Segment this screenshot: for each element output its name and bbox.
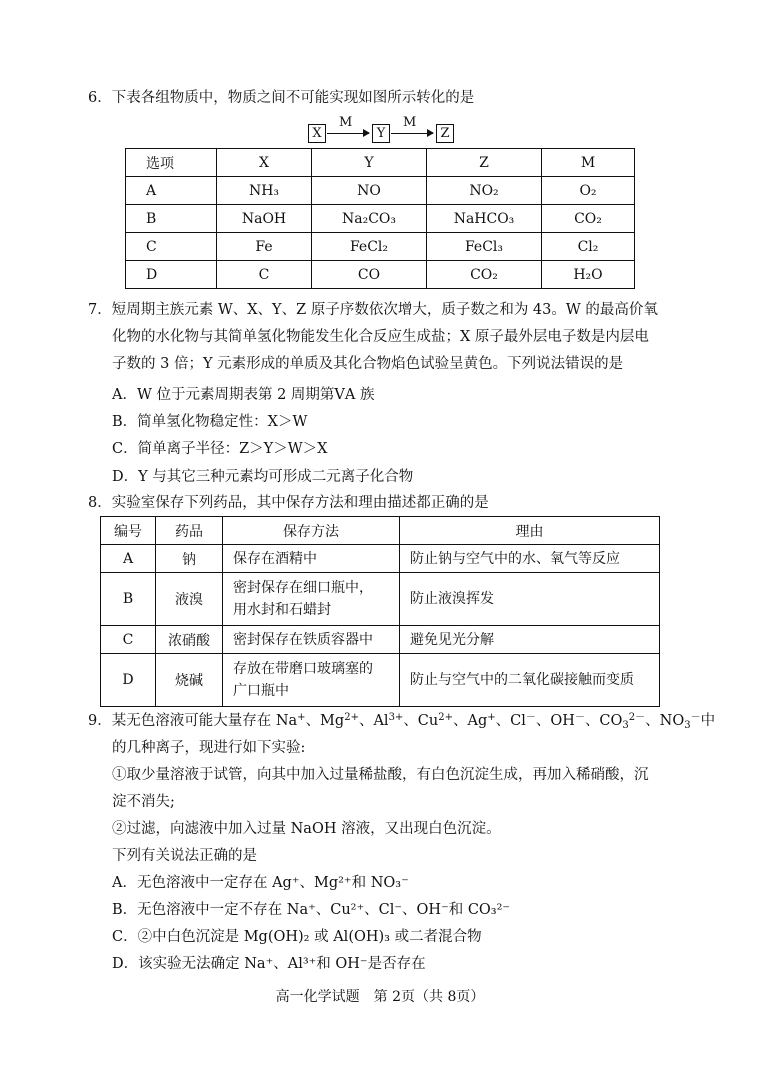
page-footer: 高一化学试题 第 2页（共 8页） <box>275 989 485 1005</box>
q6-stem: 6．下表各组物质中，物质之间不可能实现如图所示转化的是 <box>88 90 475 106</box>
q8-table-header <box>101 517 660 545</box>
method-text: 存放在带磨口玻璃塞的 <box>233 661 373 677</box>
q9-text: 、Ag <box>453 713 488 729</box>
table-cell <box>223 545 400 573</box>
q6-table-header <box>126 149 635 177</box>
table-cell: NH₃ <box>217 177 312 205</box>
q9-text: 、CO <box>584 713 623 729</box>
table-cell: 钠 <box>156 545 223 573</box>
table-cell: C <box>126 233 217 261</box>
diagram-arrow-2-label: M <box>403 115 417 130</box>
table-row <box>101 545 660 573</box>
table-row <box>126 177 635 205</box>
diagram-arrow-1-label: M <box>339 115 353 130</box>
q9-text: 、Mg <box>305 713 345 729</box>
table-cell: FeCl₂ <box>312 233 427 261</box>
diagram-box-y: Y <box>372 124 390 143</box>
method-text: 保存在酒精中 <box>233 550 317 567</box>
table-cell: A <box>126 177 217 205</box>
table-cell: CO₂ <box>427 261 542 289</box>
q6-header-option: 选项 <box>126 149 217 177</box>
q7-option-a: A．W 位于元素周期表第 2 周期第ⅤA 族 <box>112 387 375 403</box>
charge: － <box>525 712 536 723</box>
q9-option-c: C．②中白色沉淀是 Mg(OH)₂ 或 Al(OH)₃ 或二者混合物 <box>112 929 482 945</box>
charge: 2－ <box>628 712 646 723</box>
charge: + <box>297 712 306 723</box>
q9-option-a: A．无色溶液中一定存在 Ag⁺、Mg²⁺和 NO₃⁻ <box>112 875 409 891</box>
table-cell: 避免见光分解 <box>400 626 660 654</box>
table-cell: FeCl₃ <box>427 233 542 261</box>
q8-header-reason: 理由 <box>400 517 660 545</box>
table-cell: 浓硝酸 <box>156 626 223 654</box>
q6-header-m: M <box>542 149 635 177</box>
q7-option-c: C．简单离子半径：Z＞Y＞W＞X <box>112 441 328 457</box>
table-cell: Fe <box>217 233 312 261</box>
charge: 2+ <box>438 712 453 723</box>
table-cell: 防止与空气中的二氧化碳接触而变质 <box>400 654 660 707</box>
subscript: 3 <box>684 720 691 731</box>
table-cell: D <box>101 654 156 707</box>
table-cell: Na₂CO₃ <box>312 205 427 233</box>
method-text: 密封保存在铁质容器中 <box>233 631 373 648</box>
subscript: 3 <box>622 720 629 731</box>
q9-ask: 下列有关说法正确的是 <box>112 848 257 864</box>
charge: 3+ <box>388 712 404 723</box>
q9-text: 、Cu <box>403 713 439 729</box>
table-cell: O₂ <box>542 177 635 205</box>
table-cell: B <box>126 205 217 233</box>
q9-text: 、OH <box>535 713 575 729</box>
table-cell: 液溴 <box>156 573 223 626</box>
q8-header-method: 保存方法 <box>223 517 400 545</box>
q9-text: 、NO <box>645 713 685 729</box>
table-cell: 烧碱 <box>156 654 223 707</box>
q9-text: 、Al <box>358 713 389 729</box>
table-cell: A <box>101 545 156 573</box>
charge: － <box>574 712 585 723</box>
method-text: 密封保存在细口瓶中， <box>233 580 373 596</box>
q6-table <box>125 148 635 289</box>
diagram-arrow-1 <box>327 115 369 134</box>
table-cell: CO₂ <box>542 205 635 233</box>
table-cell: Cl₂ <box>542 233 635 261</box>
q9-option-d: D．该实验无法确定 Na⁺、Al³⁺和 OH⁻是否存在 <box>112 956 426 972</box>
table-cell: NaHCO₃ <box>427 205 542 233</box>
table-row <box>101 654 660 707</box>
table-row <box>126 261 635 289</box>
q7-stem-line-1: 7．短周期主族元素 W、X、Y、Z 原子序数依次增大，质子数之和为 43。W 的最高价氧 <box>88 302 658 318</box>
table-row <box>101 626 660 654</box>
q9-text: 、Cl <box>495 713 526 729</box>
table-cell: 防止钠与空气中的水、氧气等反应 <box>400 545 660 573</box>
q9-step-2: ②过滤，向滤液中加入过量 NaOH 溶液，又出现白色沉淀。 <box>112 821 501 837</box>
method-text: 广口瓶中 <box>233 683 289 699</box>
charge: + <box>487 712 496 723</box>
table-row <box>101 573 660 626</box>
table-cell <box>223 573 400 626</box>
q8-header-drug: 药品 <box>156 517 223 545</box>
table-cell: CO <box>312 261 427 289</box>
table-cell: NO <box>312 177 427 205</box>
q9-stem-line-2: 的几种离子，现进行如下实验: <box>112 740 306 756</box>
diagram-arrow-2 <box>391 115 433 134</box>
diagram-box-z: Z <box>436 124 454 143</box>
q9-text: 中 <box>700 713 716 729</box>
q8-header-id: 编号 <box>101 517 156 545</box>
q8-stem: 8．实验室保存下列药品，其中保存方法和理由描述都正确的是 <box>88 495 489 511</box>
q9-stem-line-1 <box>88 711 715 731</box>
table-cell: B <box>101 573 156 626</box>
method-text: 用水封和石蜡封 <box>233 602 331 618</box>
q7-option-b: B．简单氢化物稳定性：X＞W <box>112 414 308 430</box>
q9-text: 9．某无色溶液可能大量存在 Na <box>88 713 298 729</box>
q9-step-1-line-1: ①取少量溶液于试管，向其中加入过量稀盐酸，有白色沉淀生成，再加入稀硝酸，沉 <box>112 767 649 783</box>
table-cell: NaOH <box>217 205 312 233</box>
table-row <box>126 205 635 233</box>
q9-option-b: B．无色溶液中一定不存在 Na⁺、Cu²⁺、Cl⁻、OH⁻和 CO₃²⁻ <box>112 902 511 918</box>
q7-option-d: D．Y 与其它三种元素均可形成二元离子化合物 <box>112 469 414 485</box>
diagram-box-x: X <box>308 124 326 143</box>
conversion-diagram <box>308 115 458 144</box>
q6-header-y: Y <box>312 149 427 177</box>
table-cell: 防止液溴挥发 <box>400 573 660 626</box>
table-cell: C <box>217 261 312 289</box>
table-cell <box>223 654 400 707</box>
q6-header-x: X <box>217 149 312 177</box>
q6-header-z: Z <box>427 149 542 177</box>
table-row <box>126 233 635 261</box>
table-cell: D <box>126 261 217 289</box>
table-cell: NO₂ <box>427 177 542 205</box>
table-cell: H₂O <box>542 261 635 289</box>
table-cell <box>223 626 400 654</box>
q7-stem-line-2: 化物的水化物与其简单氢化物能发生化合反应生成盐；X 原子最外层电子数是内层电 <box>112 329 649 345</box>
q8-table <box>100 516 660 707</box>
charge: 2+ <box>344 712 359 723</box>
q9-step-1-line-2: 淀不消失; <box>112 794 175 810</box>
table-cell: C <box>101 626 156 654</box>
q7-stem-line-3: 子数的 3 倍；Y 元素形成的单质及其化合物焰色试验呈黄色。下列说法错误的是 <box>112 356 624 372</box>
charge: － <box>690 712 701 723</box>
